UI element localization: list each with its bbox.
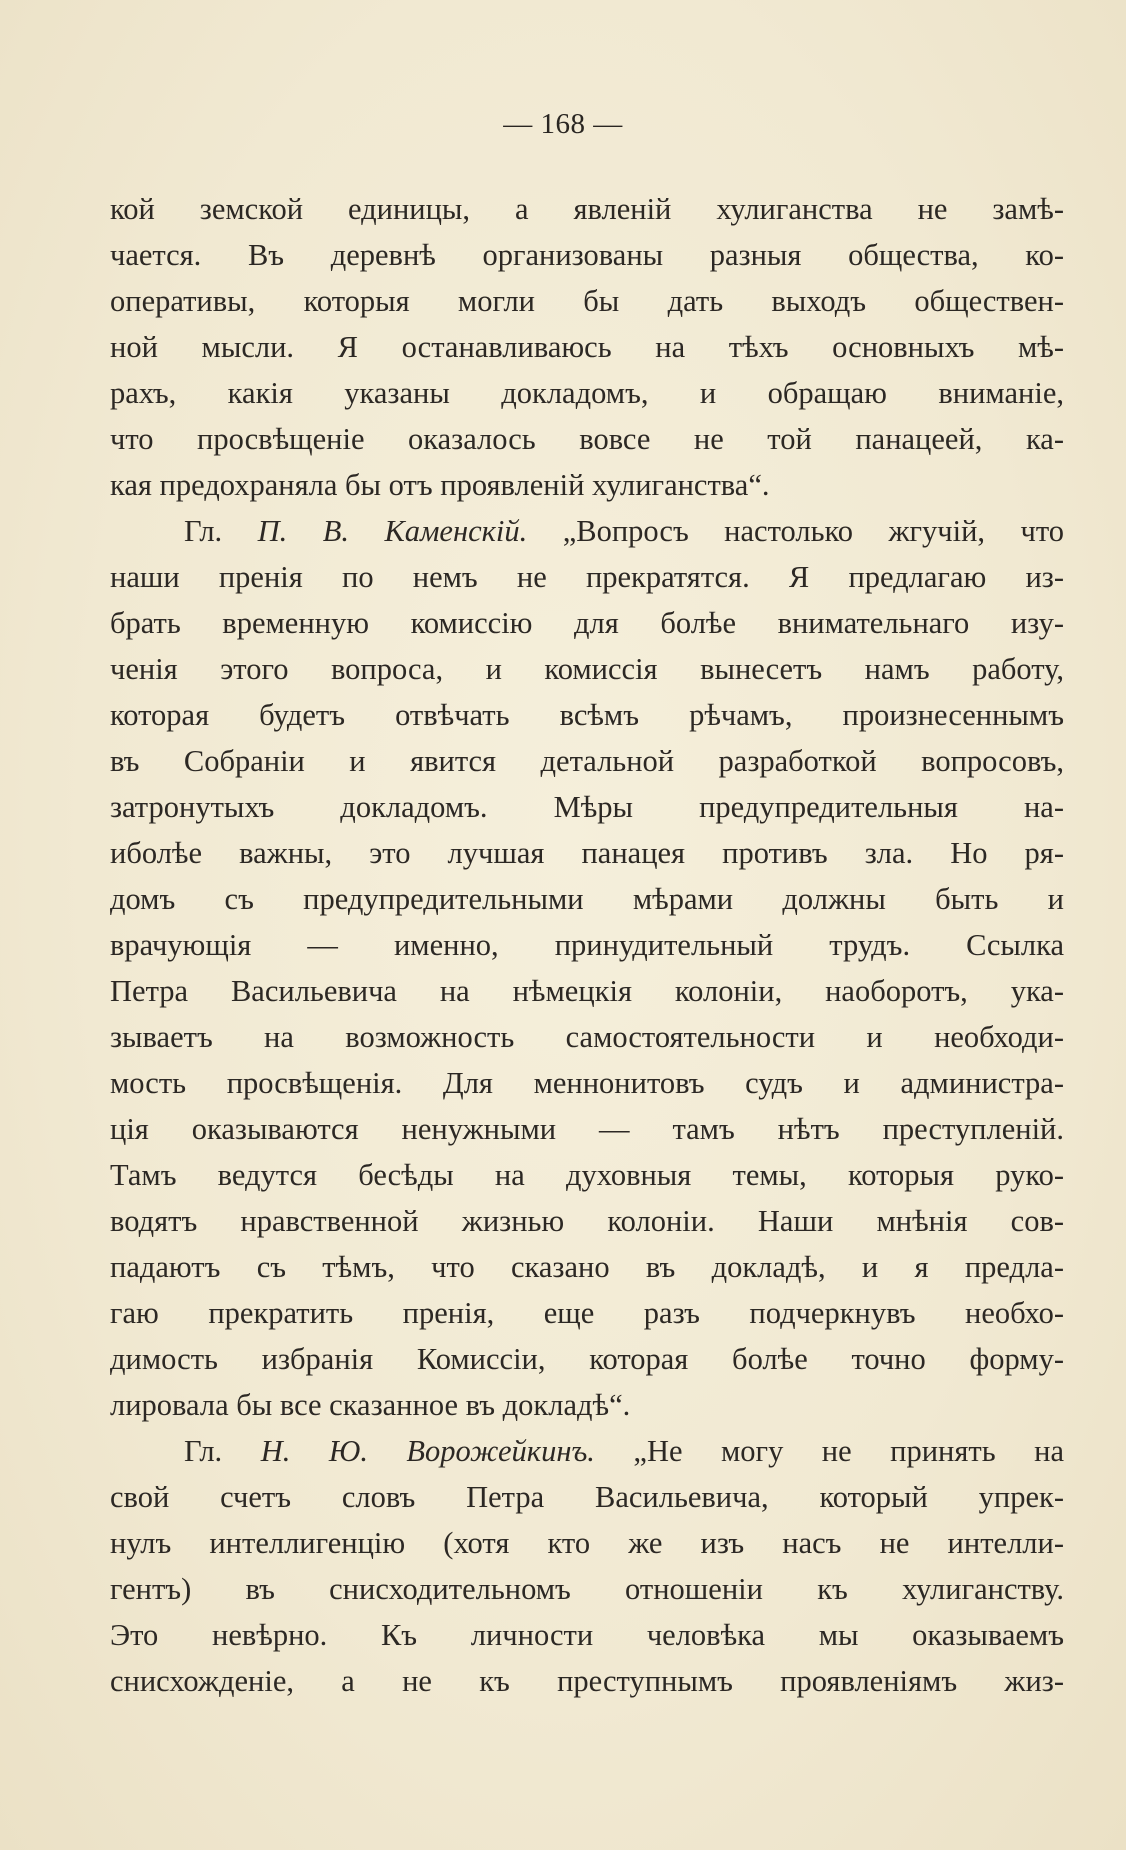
- text-line: [110, 1336, 1064, 1382]
- text-segment: нулъ интеллигенцію (хотя кто же изъ насъ не интелли-: [110, 1526, 1064, 1560]
- text-segment: Это невѣрно. Къ личности человѣка мы оказываемъ: [110, 1618, 1064, 1652]
- text-segment: въ Собраніи и явится детальной разработкой вопросовъ,: [110, 744, 1064, 778]
- text-segment: Гл.: [184, 1434, 261, 1468]
- text-line: [110, 830, 1064, 876]
- text-segment: димость избранія Комиссіи, которая болѣе точно форму-: [110, 1342, 1064, 1376]
- text-segment: кая предохраняла бы отъ проявленій хулиганства“.: [110, 468, 770, 502]
- text-segment: ція оказываются ненужными — тамъ нѣтъ преступленій.: [110, 1112, 1064, 1146]
- text-line: [110, 1428, 1064, 1474]
- text-segment: мость просвѣщенія. Для меннонитовъ судъ и администра-: [110, 1066, 1064, 1100]
- text-line: [110, 1060, 1064, 1106]
- text-line: [110, 1520, 1064, 1566]
- text-segment: гентъ) въ снисходительномъ отношеніи къ хулиганству.: [110, 1572, 1064, 1606]
- text-line: [110, 1612, 1064, 1658]
- text-segment: врачующія — именно, принудительный трудъ. Ссылка: [110, 928, 1064, 962]
- text-line: [110, 278, 1064, 324]
- text-segment: чается. Въ деревнѣ организованы разныя общества, ко-: [110, 238, 1064, 272]
- text-segment: кой земской единицы, а явленій хулиганства не замѣ-: [110, 192, 1064, 226]
- text-line: [110, 876, 1064, 922]
- text-line: [110, 186, 1064, 232]
- text-line: [110, 1382, 1064, 1428]
- text-line: [110, 600, 1064, 646]
- text-line: [110, 1658, 1064, 1704]
- text-line: [110, 1474, 1064, 1520]
- text-segment: Тамъ ведутся бесѣды на духовныя темы, которыя руко-: [110, 1158, 1064, 1192]
- text-segment: наши пренія по немъ не прекратятся. Я предлагаю из-: [110, 560, 1064, 594]
- text-line: [110, 692, 1064, 738]
- text-segment: свой счетъ словъ Петра Васильевича, который упрек-: [110, 1480, 1064, 1514]
- text-segment: Гл.: [184, 514, 258, 548]
- text-segment: лировала бы все сказанное въ докладѣ“.: [110, 1388, 631, 1422]
- speaker-name: П. В. Каменскій.: [257, 514, 528, 548]
- text-line: [110, 370, 1064, 416]
- text-segment: падаютъ съ тѣмъ, что сказано въ докладѣ, и я предла-: [110, 1250, 1064, 1284]
- text-segment: брать временную комиссію для болѣе внимательнаго изу-: [110, 606, 1064, 640]
- text-line: [110, 324, 1064, 370]
- text-line: [110, 1198, 1064, 1244]
- text-line: [110, 416, 1064, 462]
- text-line: [110, 232, 1064, 278]
- text-line: [110, 1014, 1064, 1060]
- text-line: [110, 922, 1064, 968]
- text-segment: „Не могу не принять на: [594, 1434, 1064, 1468]
- text-segment: рахъ, какія указаны докладомъ, и обращаю вниманіе,: [110, 376, 1064, 410]
- text-segment: иболѣе важны, это лучшая панацея противъ зла. Но ря-: [110, 836, 1064, 870]
- text-line: [110, 646, 1064, 692]
- text-segment: которая будетъ отвѣчать всѣмъ рѣчамъ, произнесеннымъ: [110, 698, 1064, 732]
- text-segment: снисхожденіе, а не къ преступнымъ проявленіямъ жиз-: [110, 1664, 1064, 1698]
- text-segment: Петра Васильевича на нѣмецкія колоніи, наоборотъ, ука-: [110, 974, 1064, 1008]
- text-line: [110, 462, 1064, 508]
- text-line: [110, 968, 1064, 1014]
- text-line: [110, 738, 1064, 784]
- speaker-name: Н. Ю. Ворожейкинъ.: [260, 1434, 595, 1468]
- text-segment: гаю прекратить пренія, еще разъ подчеркнувъ необхо-: [110, 1296, 1064, 1330]
- text-segment: „Вопросъ настолько жгучій, что: [527, 514, 1064, 548]
- text-segment: водятъ нравственной жизнью колоніи. Наши мнѣнія сов-: [110, 1204, 1064, 1238]
- text-line: [110, 1244, 1064, 1290]
- text-segment: оперативы, которыя могли бы дать выходъ обществен-: [110, 284, 1064, 318]
- text-segment: что просвѣщеніе оказалось вовсе не той панацеей, ка-: [110, 422, 1064, 456]
- text-segment: затронутыхъ докладомъ. Мѣры предупредительныя на-: [110, 790, 1064, 824]
- text-line: [110, 1152, 1064, 1198]
- text-segment: зываетъ на возможность самостоятельности и необходи-: [110, 1020, 1064, 1054]
- text-line: [110, 1106, 1064, 1152]
- text-segment: домъ съ предупредительными мѣрами должны быть и: [110, 882, 1064, 916]
- text-line: [110, 784, 1064, 830]
- body-text: [110, 186, 1064, 1704]
- text-segment: ной мысли. Я останавливаюсь на тѣхъ основныхъ мѣ-: [110, 330, 1064, 364]
- page-number: — 168 —: [503, 108, 623, 140]
- text-line: [110, 554, 1064, 600]
- text-line: [110, 1290, 1064, 1336]
- text-line: [110, 1566, 1064, 1612]
- text-line: [110, 508, 1064, 554]
- text-segment: ченія этого вопроса, и комиссія вынесетъ намъ работу,: [110, 652, 1064, 686]
